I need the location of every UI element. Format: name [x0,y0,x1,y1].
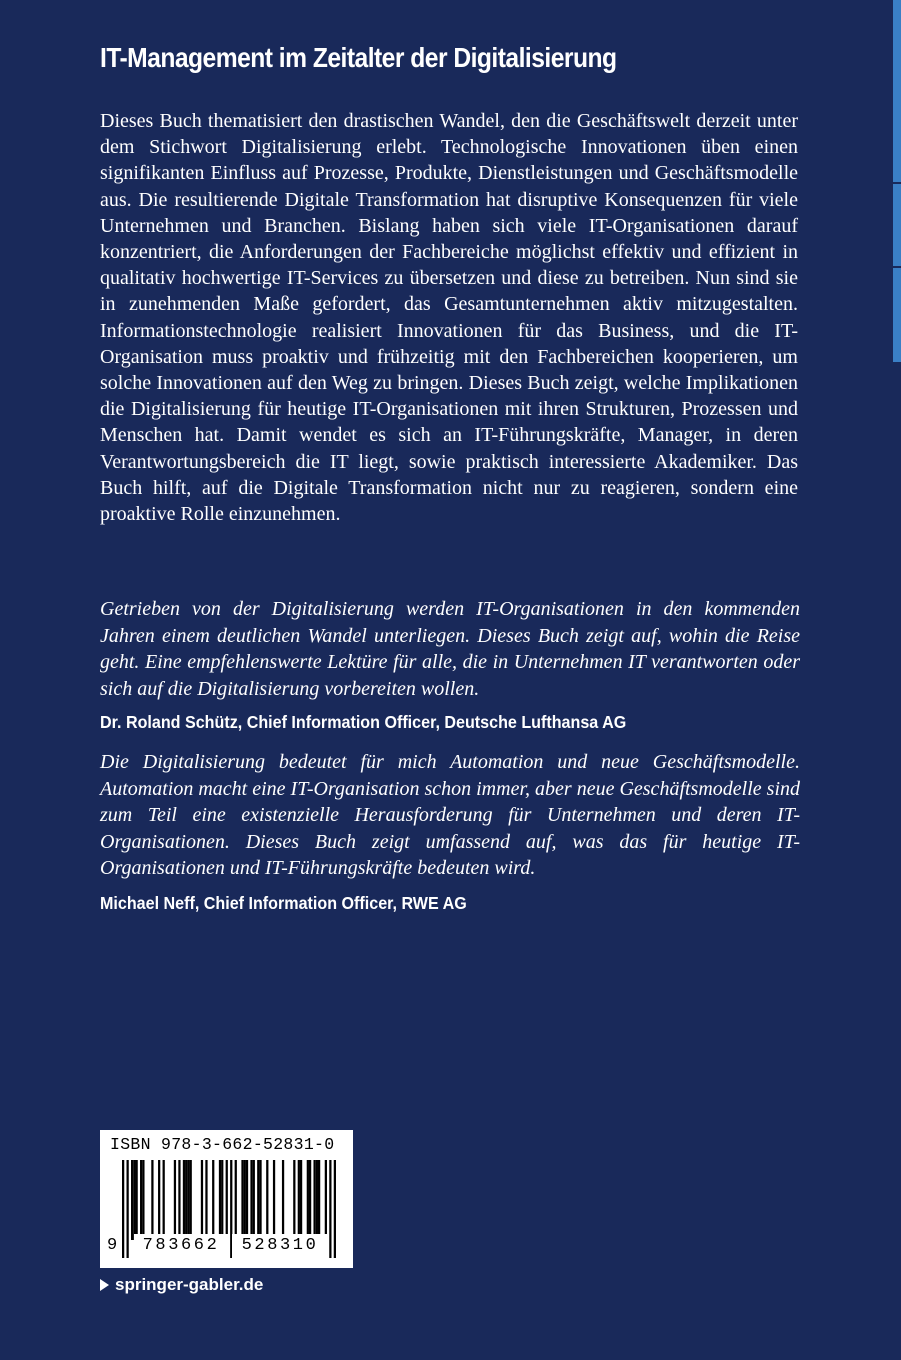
barcode-bar [309,1160,311,1240]
barcode-bar [318,1160,320,1240]
barcode-bar [205,1160,207,1240]
barcode-bar [241,1160,243,1240]
barcode-bar [185,1160,187,1240]
barcode-bar [244,1160,246,1240]
barcode-bar [334,1160,336,1258]
barcode-bar [136,1160,138,1240]
barcode-bar [158,1160,160,1240]
barcode-bar [257,1160,259,1240]
barcode-bar [282,1160,284,1240]
isbn-barcode [100,1130,353,1268]
spine-tick [893,182,901,184]
barcode-bar [174,1160,176,1240]
publisher-link[interactable] [100,1275,263,1295]
barcode-bar [183,1160,185,1240]
barcode-bar [221,1160,223,1240]
barcode-bar [307,1160,309,1240]
quote-text-1: Getrieben von der Digitalisierung werden IT-Organisationen in den kommenden Jahren einem deutlichen Wandel unterliegen. Dieses Buch zeigt auf, wohin die Reise geht. Eine empfehlenswerte Lektüre für alle, die in Unternehmen IT verantworten oder sich auf die Digitalisierung vorbereiten wollen. [100,598,800,700]
barcode-bar [246,1160,248,1240]
barcode-bar [151,1160,153,1240]
barcode-bar [127,1160,129,1258]
barcode-bar [122,1160,124,1258]
barcode-bar [187,1160,189,1240]
barcode-bar [316,1160,318,1240]
website-url: springer-gabler.de [115,1275,264,1294]
barcode-bar [329,1160,331,1258]
ean-first-digit: 9 [107,1236,118,1255]
quote-text-2: Die Digitalisierung bedeutet für mich Automation und neue Geschäftsmodelle. Automation macht eine IT-Organisation schon immer, aber neue Geschäftsmodelle sind zum Teil eine existenzielle Herausforderung für Unternehmen und deren IT-Organisationen. Dieses Buch zeigt umfassend auf, was das für heutige IT-Organisationen und IT-Führungskräfte bedeuten wird. [100,751,800,879]
book-title: IT-Management im Zeitalter der Digitalisierung [100,42,617,73]
quote-author-2: Michael Neff, Chief Information Officer, RWE AG [100,893,467,913]
barcode-bar [293,1160,295,1240]
ean-right-digits: 528310 [232,1234,328,1258]
ean-left-digits: 783662 [134,1234,228,1258]
barcode-bar [250,1160,252,1240]
book-description: Dieses Buch thematisiert den drastischen Wandel, den die Geschäftswelt derzeit unter dem Stichwort Digitalisierung erlebt. Technologische Innovationen üben einen signifikanten Einfluss auf Prozesse, Produkte, Dienstleistungen und Geschäftsmodelle aus. Die resultierende Digitale Transformation hat disruptive Konsequenzen für viele Unternehmen und Branchen. Bislang haben sich viele IT-Organisationen darauf konzentriert, die Anforderungen der Fachbereiche möglichst effektiv und effizient in qualitativ hochwertige IT-Services zu übersetzen und diese zu betreiben. Nun sind sie in zunehmenden Maße gefordert, das Gesamtunternehmen aktiv mitzugestalten. Informationstechnologie realisiert Innovationen für das Business, und die IT-Organisation muss proaktiv und frühzeitig mit den Fachbereichen kooperieren, um solche Innovationen auf den Weg zu bringen. Dieses Buch zeigt, welche Implikationen die Digitalisierung für heutige IT-Organisationen mit ihren Strukturen, Prozessen und Menschen hat. Damit wendet es sich an IT-Führungskräfte, Manager, in deren Verantwortungsbereich die IT liegt, sowie praktisch interessierte Akademiker. Das Buch hilft, auf die Digitale Transformation nicht nur zu reagieren, sondern eine proaktive Rolle einzunehmen. [100,110,798,526]
spine-accent-bar [893,0,901,362]
barcode-bar [300,1160,302,1240]
triangle-right-icon [100,1279,109,1291]
barcode-bar [163,1160,165,1240]
barcode-bar [219,1160,221,1240]
barcode-bar [201,1160,203,1240]
barcode-bar [212,1160,214,1240]
barcode-bar [313,1160,315,1240]
quote-author-1: Dr. Roland Schütz, Chief Information Officer, Deutsche Lufthansa AG [100,712,627,732]
barcode-bar [298,1160,300,1240]
barcode-bar [142,1160,144,1240]
barcode-bar [190,1160,192,1240]
barcode-bar [178,1160,180,1240]
barcode-bar [253,1160,255,1240]
barcode-bar [133,1160,135,1240]
barcode-bar [325,1160,327,1240]
barcode-bar [259,1160,261,1240]
barcode-bar [140,1160,142,1240]
isbn-label: ISBN 978-3-662-52831-0 [110,1135,335,1154]
barcode-bar [235,1160,237,1240]
barcode-bar [131,1160,133,1240]
barcode-bar [273,1160,275,1240]
barcode-bar [266,1160,268,1240]
spine-tick [893,266,901,268]
